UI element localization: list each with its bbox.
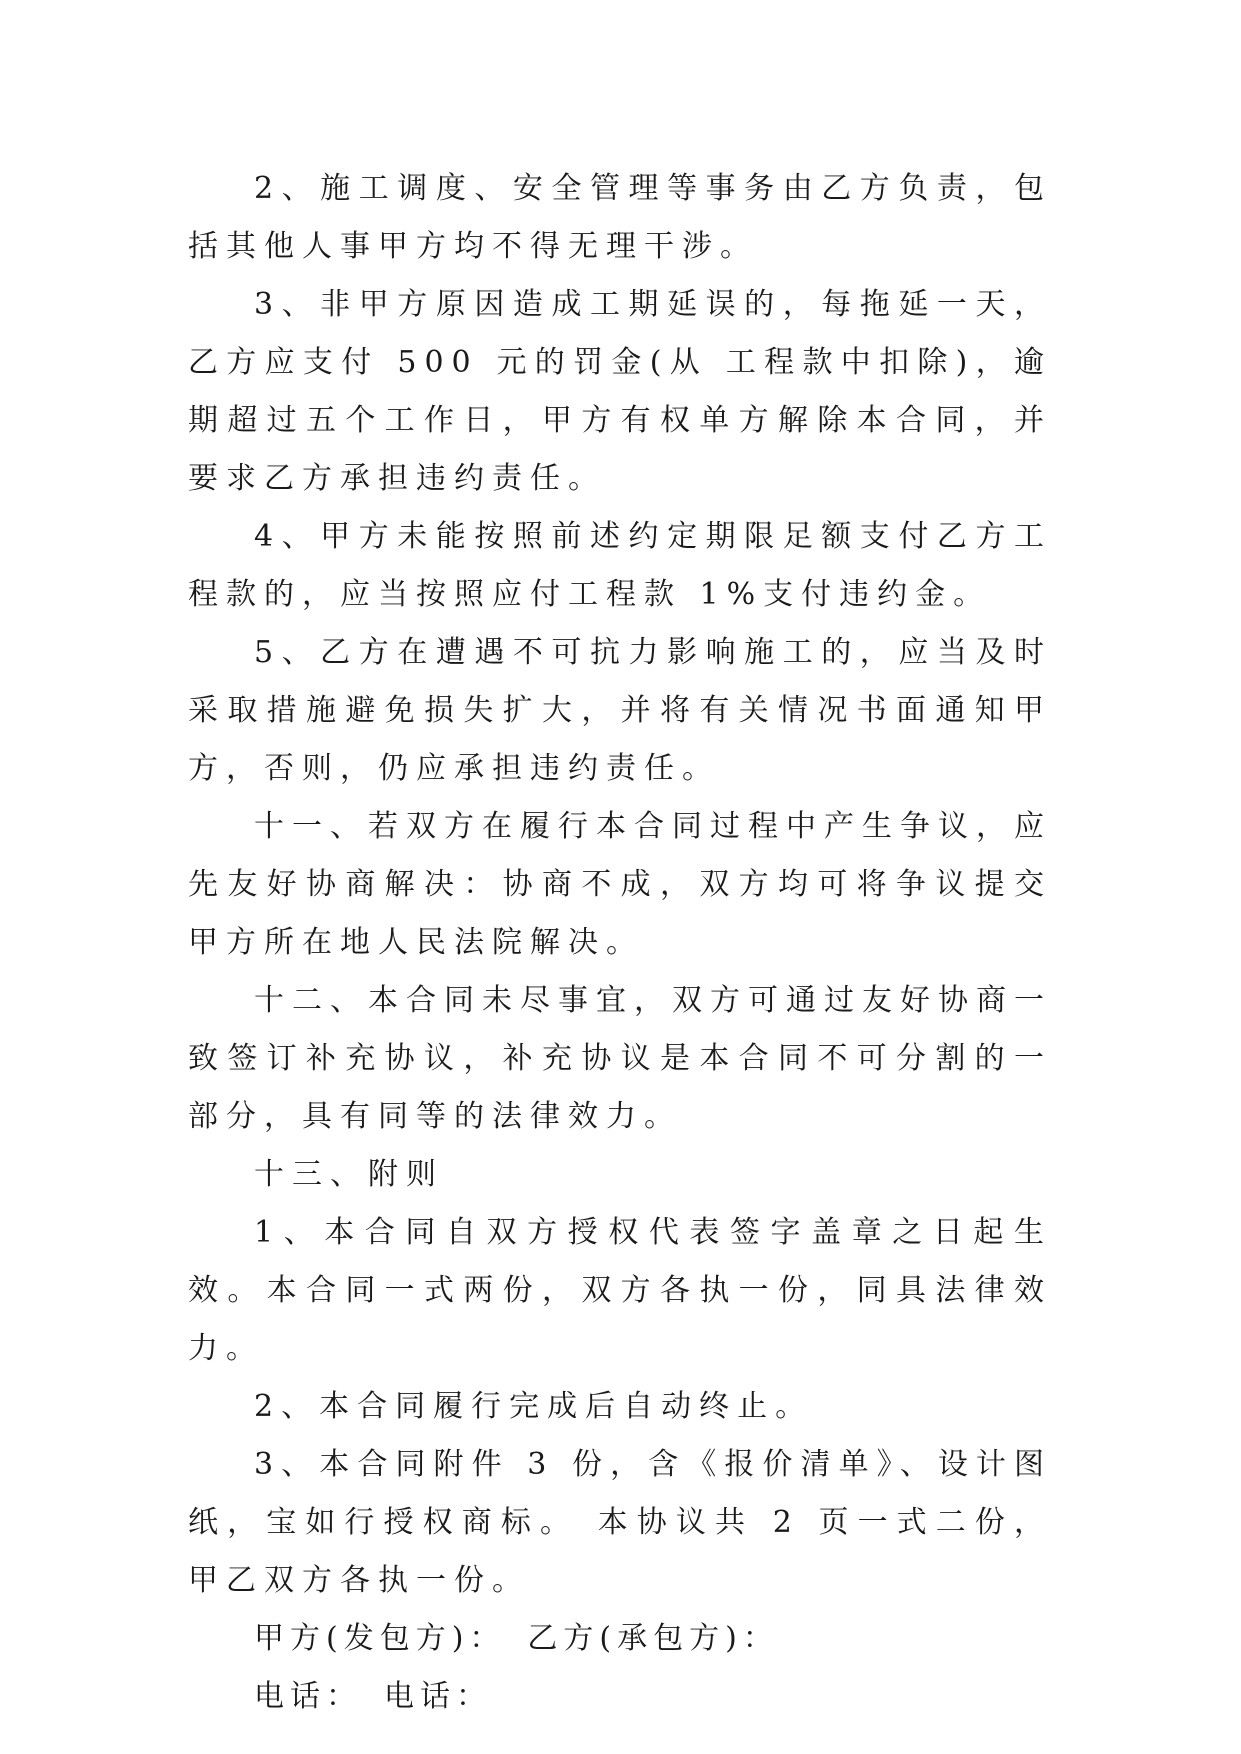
document-body bbox=[188, 160, 1052, 1726]
party-a-phone-label: 电话： bbox=[254, 1679, 362, 1714]
article-13-heading: 十三、附则 bbox=[254, 1157, 444, 1192]
clause-5-force-majeure: 5、乙方在遭遇不可抗力影响施工的，应当及时采取措施避免损失扩大，并将有关情况书面通知甲方，否则，仍应承担违约责任。 bbox=[188, 635, 1052, 786]
phone-line bbox=[188, 1668, 1052, 1726]
article-12-supplementary: 十二、本合同未尽事宜，双方可通过友好协商一致签订补充协议，补充协议是本合同不可分割的一部分，具有同等的法律效力。 bbox=[188, 983, 1052, 1134]
party-b-signature-label: 乙方(承包方)： bbox=[527, 1621, 779, 1656]
appendix-clause-3: 3、本合同附件 3 份，含《报价清单》、设计图纸，宝如行授权商标。 本协议共 2 页一式二份，甲乙双方各执一份。 bbox=[188, 1447, 1052, 1598]
appendix-clause-1: 1、本合同自双方授权代表签字盖章之日起生效。本合同一式两份，双方各执一份，同具法律效力。 bbox=[188, 1215, 1052, 1366]
clause-4-payment-default: 4、甲方未能按照前述约定期限足额支付乙方工程款的，应当按照应付工程款 1%支付违约金。 bbox=[188, 519, 1052, 612]
clause-2-dispatch-safety: 2、施工调度、安全管理等事务由乙方负责，包括其他人事甲方均不得无理干涉。 bbox=[188, 171, 1052, 264]
clause-3-delay-penalty: 3、非甲方原因造成工期延误的，每拖延一天，乙方应支付 500 元的罚金(从 工程款中扣除)，逾期超过五个工作日，甲方有权单方解除本合同，并要求乙方承担违约责任。 bbox=[188, 287, 1052, 496]
party-a-signature-label: 甲方(发包方)： bbox=[254, 1621, 506, 1656]
party-b-phone-label: 电话： bbox=[384, 1679, 492, 1714]
appendix-clause-2: 2、本合同履行完成后自动终止。 bbox=[254, 1389, 814, 1424]
signature-line bbox=[188, 1610, 1052, 1668]
article-11-disputes: 十一、若双方在履行本合同过程中产生争议，应先友好协商解决：协商不成，双方均可将争议提交甲方所在地人民法院解决。 bbox=[188, 809, 1052, 960]
